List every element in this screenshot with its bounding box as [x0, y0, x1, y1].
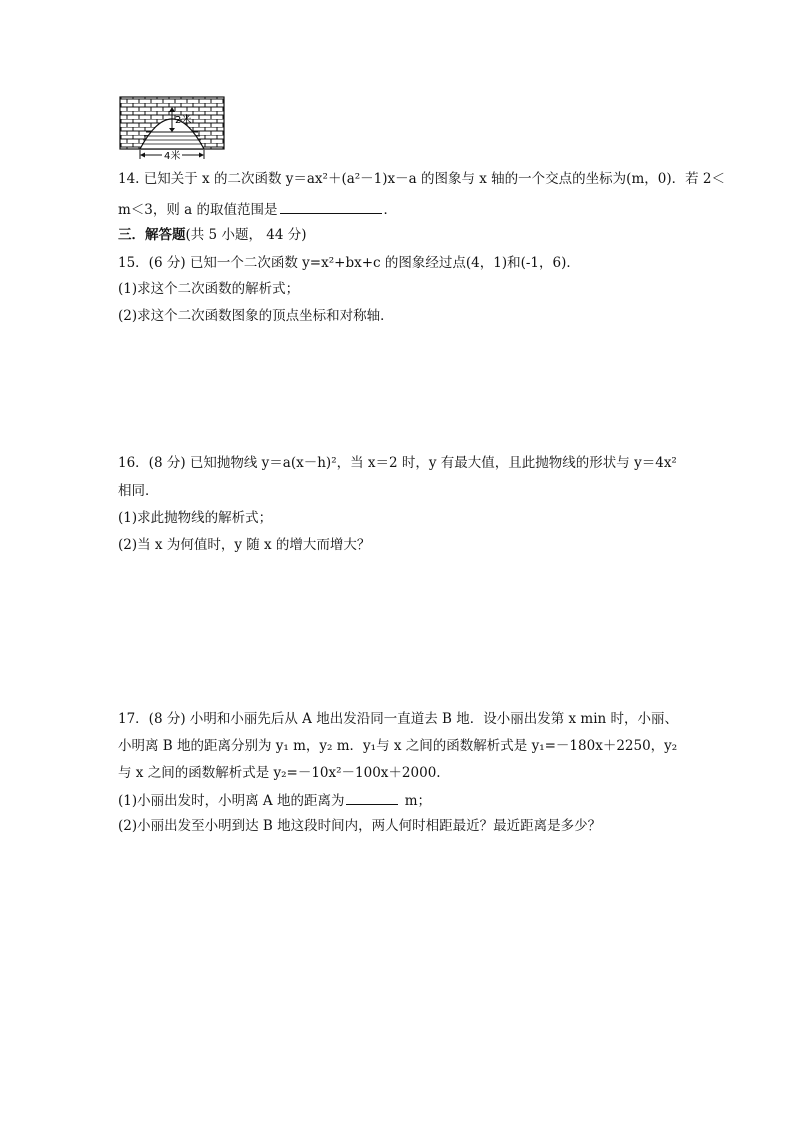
- section3-note: (共 5 小题， 44 分): [185, 227, 307, 243]
- arch-figure: [118, 95, 226, 161]
- q16-stem-cont: 相同．: [118, 483, 159, 499]
- q17-part1: [118, 790, 431, 810]
- q17-stem3: 与 x 之间的函数解析式是 y₂=－10x²－100x＋2000.: [118, 765, 441, 781]
- height-label: 2米: [175, 115, 192, 126]
- q14-answer-blank[interactable]: [280, 199, 382, 214]
- section3-title: 三．解答题: [118, 227, 186, 243]
- q17-stem1: 17．(8 分) 小明和小丽先后从 A 地出发沿同一直道去 B 地．设小丽出发第 x min 时，小丽、: [118, 711, 679, 727]
- q17-part1-prefix: (1)小丽出发时，小明离 A 地的距离为: [118, 793, 345, 809]
- q17-stem2: 小明离 B 地的距离分别为 y₁ m，y₂ m．y₁与 x 之间的函数解析式是 y₁=－180x＋2250，y₂: [118, 738, 678, 754]
- q15-part1: (1)求这个二次函数的解析式；: [118, 281, 300, 297]
- q15-part2: (2)求这个二次函数图象的顶点坐标和对称轴．: [118, 308, 394, 324]
- q16-stem: 16．(8 分) 已知抛物线 y＝a(x－h)²，当 x＝2 时，y 有最大值，且此抛物线的形状与 y＝4x²: [118, 455, 677, 471]
- q14-line2: [118, 199, 397, 219]
- q14-line1: 14. 已知关于 x 的二次函数 y＝ax²＋(a²－1)x－a 的图象与 x 轴的一个交点的坐标为(m，0)．若 2＜: [118, 171, 725, 187]
- q17-part2: (2)小丽出发至小明到达 B 地这段时间内，两人何时相距最近？最近距离是多少？: [118, 818, 602, 834]
- q15-stem: 15．(6 分) 已知一个二次函数 y=x²+bx+c 的图象经过点(4，1)和(-1，6)．: [118, 255, 580, 271]
- width-label: 4米: [164, 151, 181, 161]
- q17-part1-suffix: m；: [400, 793, 432, 809]
- q14-line2-prefix: m＜3，则 a 的取值范围是: [118, 202, 278, 218]
- q16-part1: (1)求此抛物线的解析式；: [118, 510, 273, 526]
- q16-part2: (2)当 x 为何值时，y 随 x 的增大而增大？: [118, 537, 371, 553]
- section3-heading: [118, 226, 306, 244]
- q14-line2-suffix: ．: [383, 202, 398, 218]
- q17-answer-blank[interactable]: [346, 790, 398, 805]
